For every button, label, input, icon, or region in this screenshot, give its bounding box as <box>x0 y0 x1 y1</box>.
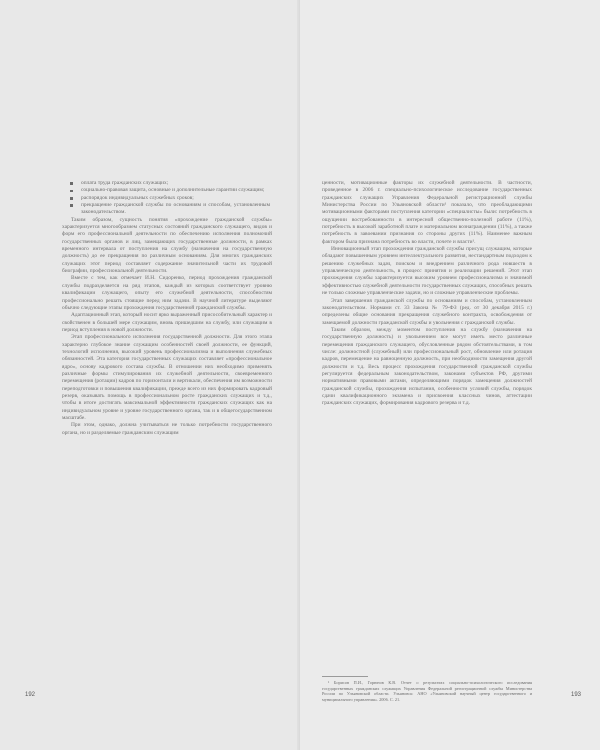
bullet-item: оплата труда гражданских служащих; <box>62 180 272 187</box>
right-page-text-column <box>322 180 532 408</box>
paragraph-innovation-stage: Инновационный этап прохождения гражданской службы присущ служащим, которые обладают повышенным уровнем интеллектуального развития, нестандартным подходом к решению служебных задач, поиском и внедрением различного рода новшеств в управленческую деятельность, в процесс принятия и реализации решений. Этот этап прохождения службы характеризуется высоким уровнем профессионализма и значимой эффективностью служебной деятельности государственных служащих, способных решать не только сложные управленческие задачи, но и сложные управленческие проблемы. <box>322 246 532 297</box>
footnote: ¹ Борисов П.И., Горюнов К.В. Отчет о результатах социально-психологического исследования государственных гражданских служащих Управления Федеральной регистрационной службы Министерства России по Ульяновской области. Ульяновск: АНО «Ульяновский научный центр государственного и муниципального управления». 2006. С. 21. <box>322 680 532 702</box>
bullet-item: прекращение гражданской службы по основаниям и способам, установленным законодательством. <box>62 202 272 217</box>
paragraph-adaptation-stage: Адаптационный этап, который носит ярко выраженный присособительный характер и свойственен в большей мере служащим, вновь пришедшим на службу, или служащим в период вступления в новой должности. <box>62 312 272 333</box>
page-number: 193 <box>571 692 582 698</box>
bullet-list <box>62 180 272 217</box>
paragraph-professional-stage: Этап профессионального исполнения государственной должности. Для этого этапа характерно глубокое знание служащим особенностей своей должности, ее функций, технологий исполнения, высокий уровень профессионализма и выполнения служебных обязанностей. Эта категория государственных служащих составляет «профессиональное ядро», основу кадрового состава службы. В отношении них необходимо применять различные формы стимулирования их служебной деятельности, своевременного перемещения (ротации) кадров по горизонтали и вертикали, обеспечения им возможности переподготовки и повышения квалификации, прежде всего из них формировать кадровый резерв, оказывать помощь в профессиональном росте гражданских служащих и т.д., чтобы в итоге достигать максимальной эффективности гражданских служащих как на индивидуальном уровне и уровне государственного органа, так и в общегосударственном масштабе. <box>62 334 272 421</box>
paragraph: Таким образом, сущность понятия «прохождение гражданской службы» характеризуется многообразием статусных состояний гражданского служащего, видов и форм его профессиональной деятельности по обеспечению исполнения полномочий государственных органов и лиц, замещающих государственные должности, в рамках временного интервала от поступления на службу (назначения на государственную должность) до ее прекращения по различным основаниям. Для многих гражданских служащих этот период составляет содержание значительной части их трудовой биографии, профессиональной деятельности. <box>62 216 272 275</box>
footnote-rule <box>322 676 368 677</box>
bullet-item: распорядок индивидуальных служебных сроков; <box>62 195 272 202</box>
paragraph: При этом, однако, должна учитываться не только потребности государственного органа, но и разделяемые гражданским служащим <box>62 422 272 436</box>
paragraph: ценности, мотивационные факторы их служебной деятельности. В частности, проведенное в 2006 г. специально-психологическое исследование государственных гражданских служащих Управления Федеральной регистрационной службы Министерства России по Ульяновской области¹ показало, что преобладающими мотивационными факторами поступления категории «специалисты» были: потребность в ощущении востребованности в интересной общественно-полезной работе (11%), потребность в высокой заработной плате и материальном вознаграждении (11%), а также потребность в завоевании признания со стороны других (11%). Наименее важным фактором была признана потребность во власти, почете и власти¹. <box>322 180 532 245</box>
page-number: 192 <box>25 692 36 698</box>
paragraph-completion-stage: Этап завершения гражданской службы по основаниям и способам, установленным законодательством. Нормами ст. 33 Закона № 79-ФЗ (ред. от 30 декабря 2015 г.) определены общие основания прекращения служебного контракта, освобождения от замещаемой должности гражданской службы и увольнения с гражданской службы. <box>322 297 532 326</box>
left-page-text-column <box>62 180 272 437</box>
paragraph: Вместе с тем, как отмечает И.Н. Сидоренко, период прохождения гражданской службы подразделяется на ряд этапов, каждый из которых соответствует уровню квалификации служащего, опыту его служебной деятельности, способностям профессионально решать стоящие перед ним задачи. В научной литературе выделяют обычно следующие этапы прохождения государственной гражданской службы. <box>62 275 272 311</box>
paragraph: Таким образом, между моментом поступления на службу (назначения на государственную должность) и увольнением все могут иметь место различные перемещения гражданского служащего, обусловленные рядом обстоятельствами, в том числе: должностной (служебный) или профессиональный рост, обновление или ротация кадров, перемещение на равноценную должность, при необходимости замещения другой должности и т.д. Весь процесс прохождения государственной гражданской службы регулируется федеральным законодательством, законами субъектов РФ, другими нормативными правовыми актами, определяющими порядок замещения должностей гражданской службы, прохождения испытания, особенности условий службы, порядок сдачи квалификационного экзамена и присвоения классных чинов, аттестации гражданских служащих, формирования кадрового резерва и т.д. <box>322 326 532 407</box>
bullet-item: социально-правовая защита, основные и дополнительные гарантии служащим; <box>62 187 272 194</box>
right-page <box>300 0 600 750</box>
